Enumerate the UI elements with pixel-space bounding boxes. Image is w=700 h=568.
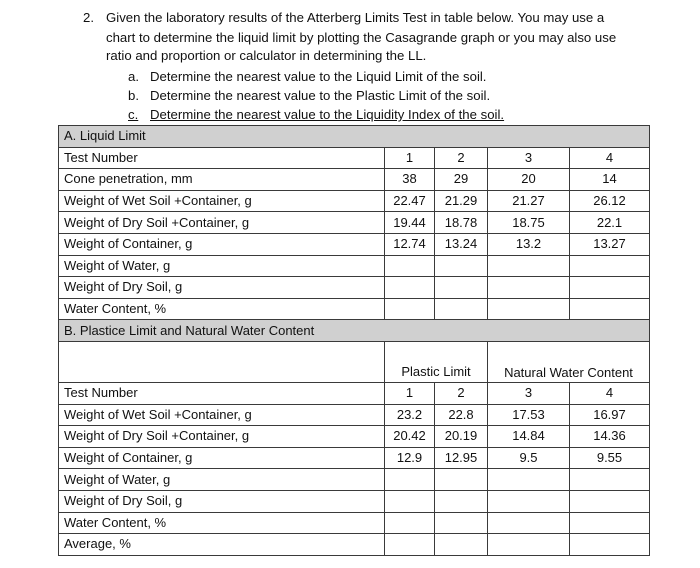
value-cell-test-4: 26.12 (570, 190, 650, 212)
question-line-2: chart to determine the liquid limit by plotting the Casagrande graph or you may also use (106, 30, 617, 45)
value-cell-test-1: 20.42 (385, 426, 435, 448)
value-cell-test-2: 2 (435, 147, 488, 169)
value-cell-test-2 (435, 298, 488, 320)
question-line-1: Given the laboratory results of the Atterberg Limits Test in table below. You may use a (106, 10, 605, 25)
value-cell-test-1: 12.9 (385, 447, 435, 469)
value-cell-test-4: 4 (570, 382, 650, 404)
section-b-header-row (59, 320, 650, 342)
value-cell-test-2 (435, 255, 488, 277)
row-label: Weight of Water, g (59, 469, 385, 491)
value-cell-test-3: 14.84 (488, 426, 570, 448)
value-cell-test-3 (488, 255, 570, 277)
value-cell-test-4: 14.36 (570, 426, 650, 448)
value-cell-test-4 (570, 534, 650, 556)
section-b-subheader-row (59, 341, 650, 382)
plastic-limit-row-weight-of-dry-soil-container-g (59, 426, 650, 448)
liquid-limit-row-weight-of-dry-soil-g (59, 277, 650, 299)
natural-water-content-header: Natural Water Content (504, 364, 633, 380)
value-cell-test-1: 23.2 (385, 404, 435, 426)
row-label: Cone penetration, mm (59, 169, 385, 191)
row-label: Test Number (59, 147, 385, 169)
plastic-limit-row-weight-of-dry-soil-g (59, 490, 650, 512)
plastic-limit-row-water-content (59, 512, 650, 534)
row-label: Weight of Dry Soil +Container, g (59, 426, 385, 448)
value-cell-test-2: 20.19 (435, 426, 488, 448)
question-line-3: ratio and proportion or calculator in determining the LL. (106, 48, 427, 63)
value-cell-test-2: 13.24 (435, 233, 488, 255)
row-label: Test Number (59, 382, 385, 404)
sub-text: Determine the nearest value to the Liquid Limit of the soil. (150, 69, 487, 84)
value-cell-test-2: 18.78 (435, 212, 488, 234)
value-cell-test-2: 22.8 (435, 404, 488, 426)
value-cell-test-4 (570, 277, 650, 299)
value-cell-test-4: 9.55 (570, 447, 650, 469)
row-label: Weight of Container, g (59, 233, 385, 255)
value-cell-test-1 (385, 469, 435, 491)
value-cell-test-4: 22.1 (570, 212, 650, 234)
value-cell-test-3: 18.75 (488, 212, 570, 234)
liquid-limit-row-test-number (59, 147, 650, 169)
value-cell-test-4: 13.27 (570, 233, 650, 255)
value-cell-test-2: 12.95 (435, 447, 488, 469)
plastic-limit-row-test-number (59, 382, 650, 404)
sub-text: Determine the nearest value to the Plastic Limit of the soil. (150, 88, 491, 103)
value-cell-test-1: 1 (385, 382, 435, 404)
row-label: Weight of Wet Soil +Container, g (59, 404, 385, 426)
row-label: Weight of Dry Soil, g (59, 277, 385, 299)
value-cell-test-3 (488, 469, 570, 491)
section-a-title: A. Liquid Limit (59, 126, 650, 148)
value-cell-test-2: 29 (435, 169, 488, 191)
value-cell-test-2: 21.29 (435, 190, 488, 212)
row-label: Weight of Wet Soil +Container, g (59, 190, 385, 212)
value-cell-test-2 (435, 469, 488, 491)
value-cell-test-4: 4 (570, 147, 650, 169)
value-cell-test-3 (488, 298, 570, 320)
value-cell-test-3: 17.53 (488, 404, 570, 426)
value-cell-test-2 (435, 512, 488, 534)
value-cell-test-1: 19.44 (385, 212, 435, 234)
section-b-title: B. Plastice Limit and Natural Water Content (59, 320, 650, 342)
value-cell-test-3: 3 (488, 147, 570, 169)
atterberg-table (58, 125, 650, 556)
value-cell-test-3: 3 (488, 382, 570, 404)
value-cell-test-4: 14 (570, 169, 650, 191)
value-cell-test-1: 22.47 (385, 190, 435, 212)
value-cell-test-4 (570, 469, 650, 491)
value-cell-test-3: 13.2 (488, 233, 570, 255)
row-label: Water Content, % (59, 298, 385, 320)
value-cell-test-2 (435, 490, 488, 512)
natural-water-header-cell (488, 341, 650, 382)
value-cell-test-1 (385, 512, 435, 534)
liquid-limit-row-water-content (59, 298, 650, 320)
sub-text: Determine the nearest value to the Liquidity Index of the soil. (150, 107, 505, 122)
value-cell-test-1 (385, 255, 435, 277)
row-label: Weight of Container, g (59, 447, 385, 469)
row-label: Weight of Water, g (59, 255, 385, 277)
plastic-limit-row-weight-of-water-g (59, 469, 650, 491)
value-cell-test-3: 21.27 (488, 190, 570, 212)
plastic-limit-row-average (59, 534, 650, 556)
value-cell-test-3: 9.5 (488, 447, 570, 469)
value-cell-test-4 (570, 490, 650, 512)
value-cell-test-4: 16.97 (570, 404, 650, 426)
liquid-limit-row-weight-of-water-g (59, 255, 650, 277)
value-cell-test-3 (488, 534, 570, 556)
blank-label-cell (59, 341, 385, 382)
value-cell-test-4 (570, 298, 650, 320)
value-cell-test-4 (570, 512, 650, 534)
liquid-limit-row-weight-of-wet-soil-container-g (59, 190, 650, 212)
row-label: Water Content, % (59, 512, 385, 534)
section-a-header-row (59, 126, 650, 148)
value-cell-test-2 (435, 277, 488, 299)
value-cell-test-3 (488, 512, 570, 534)
value-cell-test-3 (488, 490, 570, 512)
sub-letter: b. (128, 88, 139, 103)
plastic-limit-row-weight-of-wet-soil-container-g (59, 404, 650, 426)
value-cell-test-3: 20 (488, 169, 570, 191)
row-label: Average, % (59, 534, 385, 556)
row-label: Weight of Dry Soil +Container, g (59, 212, 385, 234)
value-cell-test-3 (488, 277, 570, 299)
plastic-limit-header: Plastic Limit (385, 341, 488, 382)
row-label: Weight of Dry Soil, g (59, 490, 385, 512)
value-cell-test-4 (570, 255, 650, 277)
value-cell-test-1: 12.74 (385, 233, 435, 255)
value-cell-test-1 (385, 534, 435, 556)
value-cell-test-2 (435, 534, 488, 556)
sub-letter: c. (128, 107, 139, 122)
liquid-limit-row-weight-of-dry-soil-container-g (59, 212, 650, 234)
liquid-limit-row-cone-penetration-mm (59, 169, 650, 191)
question-number: 2. (83, 10, 94, 25)
value-cell-test-2: 2 (435, 382, 488, 404)
sub-letter: a. (128, 69, 139, 84)
value-cell-test-1: 1 (385, 147, 435, 169)
liquid-limit-row-weight-of-container-g (59, 233, 650, 255)
value-cell-test-1 (385, 298, 435, 320)
value-cell-test-1 (385, 277, 435, 299)
value-cell-test-1 (385, 490, 435, 512)
plastic-limit-row-weight-of-container-g (59, 447, 650, 469)
value-cell-test-1: 38 (385, 169, 435, 191)
